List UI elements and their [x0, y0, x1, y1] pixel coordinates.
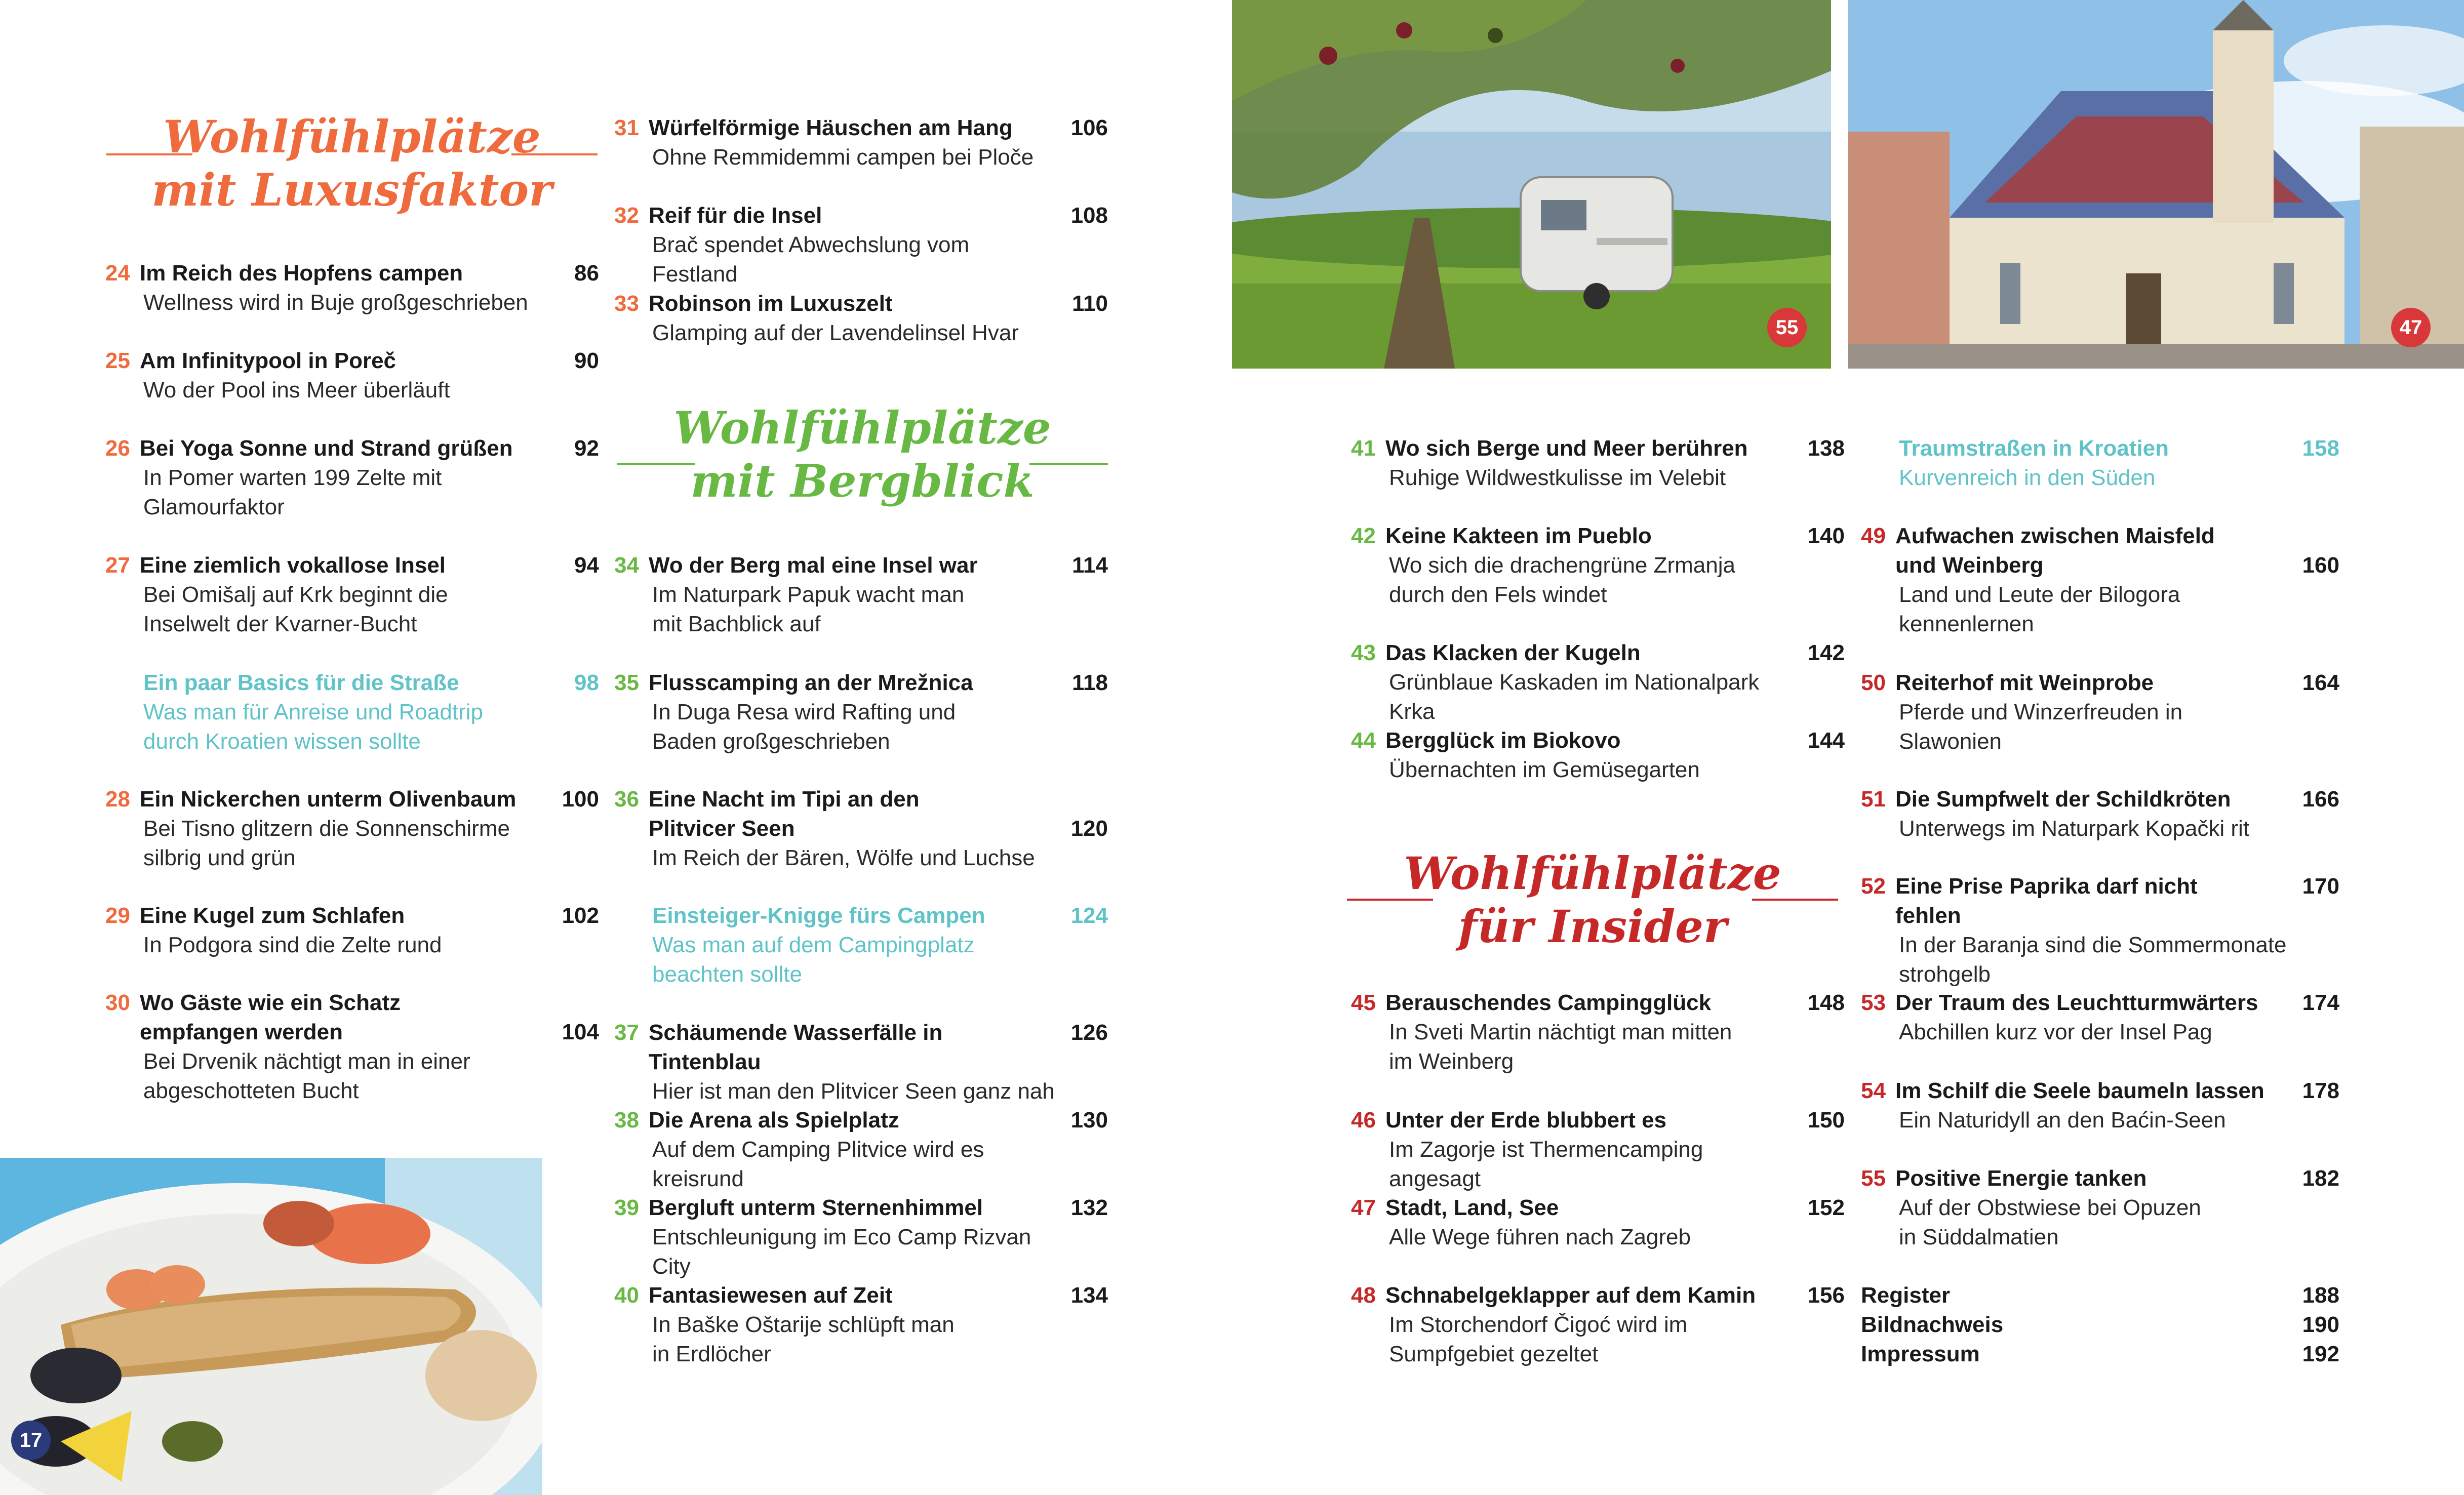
- entry-number: 37: [614, 1020, 639, 1045]
- entry-title: Reif für die Insel: [649, 203, 822, 228]
- entry-subtitle: Slawonien: [1899, 729, 2002, 754]
- entry-title: Aufwachen zwischen Maisfeld: [1895, 523, 2215, 548]
- entry-title: Bergluft unterm Sternenhimmel: [649, 1195, 983, 1220]
- photo-badge-seafood: 17: [11, 1421, 51, 1460]
- entry-title: Würfelförmige Häuschen am Hang: [649, 115, 1013, 140]
- entry-subtitle: Wo der Pool ins Meer überläuft: [143, 378, 450, 402]
- entry-page: 94: [574, 553, 599, 578]
- entry-title: Die Sumpfwelt der Schildkröten: [1895, 787, 2231, 812]
- toc-entry[interactable]: [105, 551, 599, 639]
- entry-number: 34: [614, 553, 639, 578]
- entry-page: 152: [1807, 1195, 1845, 1220]
- entry-page: 86: [574, 261, 599, 286]
- photo-caravan: [1232, 0, 1831, 369]
- entry-number: 48: [1351, 1283, 1376, 1308]
- toc-entry[interactable]: [105, 901, 599, 960]
- entry-subtitle: in Süddalmatien: [1899, 1225, 2059, 1249]
- entry-page: 182: [2302, 1166, 2339, 1191]
- entry-number: 41: [1351, 436, 1376, 461]
- entry-number: 38: [614, 1108, 639, 1133]
- photo-badge-caravan: 55: [1767, 308, 1807, 347]
- entry-page: 106: [1070, 115, 1108, 140]
- entry-page: 148: [1807, 990, 1845, 1015]
- entry-number: 55: [1861, 1166, 1886, 1191]
- photo-seafood: [0, 1158, 542, 1495]
- entry-subtitle: silbrig und grün: [143, 845, 296, 870]
- toc-entry[interactable]: [1861, 785, 2339, 843]
- entry-number: 39: [614, 1195, 639, 1220]
- entry-subtitle: durch den Fels windet: [1389, 582, 1607, 607]
- entry-title: empfangen werden: [140, 1020, 343, 1044]
- entry-number: 24: [105, 261, 130, 286]
- entry-number: 36: [614, 787, 639, 812]
- entry-subtitle: Übernachten im Gemüsegarten: [1389, 757, 1700, 782]
- toc-entry[interactable]: [614, 113, 1108, 172]
- entry-page: 158: [2302, 436, 2339, 461]
- entry-page: 90: [574, 348, 599, 373]
- toc-entry[interactable]: [105, 259, 599, 317]
- section-title-line1: Wohlfühlplätze: [673, 401, 1051, 454]
- entry-subtitle: abgeschotteten Bucht: [143, 1078, 359, 1103]
- section-title-line1: Wohlfühlplätze: [163, 110, 541, 163]
- entry-number: 43: [1351, 640, 1376, 665]
- toc-entry[interactable]: [614, 1281, 1108, 1369]
- toc-entry[interactable]: [1351, 1281, 1845, 1369]
- entry-subtitle: Auf dem Camping Plitvice wird es kreisrund: [652, 1137, 984, 1191]
- toc-entry[interactable]: [1861, 1164, 2339, 1252]
- entry-number: 25: [105, 348, 130, 373]
- entry-title: Unter der Erde blubbert es: [1385, 1108, 1667, 1133]
- entry-subtitle: Ein Naturidyll an den Baćin-Seen: [1899, 1108, 2226, 1133]
- entry-title: Flusscamping an der Mrežnica: [649, 670, 973, 695]
- entry-subtitle: In Sveti Martin nächtigt man mitten: [1389, 1020, 1732, 1044]
- entry-subtitle: Glamping auf der Lavendelinsel Hvar: [652, 320, 1019, 345]
- entry-page: 174: [2302, 990, 2339, 1015]
- entry-title: Ein paar Basics für die Straße: [143, 670, 459, 695]
- entry-page: 192: [2302, 1342, 2339, 1366]
- toc-entry[interactable]: [1861, 521, 2339, 639]
- toc-entry[interactable]: [105, 434, 599, 522]
- toc-entry[interactable]: [614, 1193, 1108, 1281]
- toc-appendix: [1861, 1310, 2339, 1340]
- entry-number: 46: [1351, 1108, 1376, 1133]
- entry-page: 166: [2302, 787, 2339, 812]
- entry-page: 190: [2302, 1312, 2339, 1337]
- entry-subtitle: Im Zagorje ist Thermencamping angesagt: [1389, 1137, 1703, 1191]
- section-header-bergblick: [617, 395, 1108, 511]
- entry-page: 134: [1070, 1283, 1108, 1308]
- entry-subtitle: Kurvenreich in den Süden: [1899, 465, 2156, 490]
- entry-page: 164: [2302, 670, 2339, 695]
- entry-subtitle: Was man für Anreise und Roadtrip: [143, 700, 483, 724]
- entry-title: Das Klacken der Kugeln: [1385, 640, 1641, 665]
- toc-entry[interactable]: [614, 1106, 1108, 1194]
- entry-title: Wo der Berg mal eine Insel war: [649, 553, 978, 578]
- entry-title: Ein Nickerchen unterm Olivenbaum: [140, 787, 516, 812]
- toc-entry[interactable]: [1351, 988, 1845, 1076]
- entry-number: 44: [1351, 728, 1376, 753]
- entry-page: 92: [574, 436, 599, 461]
- entry-number: 53: [1861, 990, 1886, 1015]
- toc-entry[interactable]: [105, 346, 599, 405]
- entry-page: 144: [1807, 728, 1845, 753]
- toc-entry[interactable]: [614, 1018, 1108, 1106]
- toc-entry[interactable]: [1861, 872, 2339, 989]
- entry-subtitle: Bei Drvenik nächtigt man in einer: [143, 1049, 470, 1074]
- entry-page: 102: [562, 903, 599, 928]
- entry-title: Schäumende Wasserfälle in Tintenblau: [649, 1020, 943, 1074]
- toc-entry[interactable]: [1351, 1106, 1845, 1194]
- toc-appendix: [1861, 1281, 2339, 1310]
- toc-entry[interactable]: [1351, 638, 1845, 726]
- entry-page: 108: [1070, 203, 1108, 228]
- entry-page: 114: [1072, 553, 1108, 578]
- entry-subtitle: Ruhige Wildwestkulisse im Velebit: [1389, 465, 1726, 490]
- toc-appendix: [1861, 1340, 2339, 1369]
- entry-title: Bergglück im Biokovo: [1385, 728, 1621, 753]
- entry-subtitle: Unterwegs im Naturpark Kopački rit: [1899, 816, 2250, 841]
- entry-number: 40: [614, 1283, 639, 1308]
- toc-entry[interactable]: [1861, 1076, 2339, 1135]
- entry-title: und Weinberg: [1895, 553, 2044, 578]
- entry-subtitle: Pferde und Winzerfreuden in: [1899, 700, 2183, 724]
- entry-page: 104: [562, 1020, 599, 1044]
- entry-subtitle: mit Bachblick auf: [652, 612, 821, 636]
- section-title-line2: für Insider: [1458, 900, 1727, 953]
- entry-subtitle: Entschleunigung im Eco Camp Rizvan City: [652, 1225, 1031, 1279]
- entry-title: Bei Yoga Sonne und Strand grüßen: [140, 436, 513, 461]
- entry-number: 47: [1351, 1195, 1376, 1220]
- entry-subtitle: Was man auf dem Campingplatz: [652, 933, 975, 957]
- toc-entry-feature[interactable]: [614, 901, 1108, 989]
- entry-page: 124: [1070, 903, 1108, 928]
- entry-page: 138: [1807, 436, 1845, 461]
- entry-subtitle: Hier ist man den Plitvicer Seen ganz nah: [652, 1079, 1055, 1104]
- toc-entry-feature[interactable]: [1861, 434, 2339, 493]
- entry-subtitle: beachten sollte: [652, 962, 802, 987]
- entry-subtitle: In Pomer warten 199 Zelte mit: [143, 465, 442, 490]
- toc-entry[interactable]: [105, 988, 599, 1106]
- entry-page: 178: [2302, 1078, 2339, 1103]
- section-title-line1: Wohlfühlplätze: [1404, 847, 1781, 900]
- entry-subtitle: im Weinberg: [1389, 1049, 1514, 1074]
- entry-subtitle: Bei Tisno glitzern die Sonnenschirme: [143, 816, 510, 841]
- entry-subtitle: Im Naturpark Papuk wacht man: [652, 582, 965, 607]
- entry-title: Schnabelgeklapper auf dem Kamin: [1385, 1283, 1756, 1308]
- section-header-insider: [1347, 840, 1838, 957]
- entry-subtitle: Wellness wird in Buje großgeschrieben: [143, 290, 528, 315]
- entry-subtitle: Glamourfaktor: [143, 495, 285, 519]
- entry-page: 142: [1807, 640, 1845, 665]
- toc-entry[interactable]: [614, 668, 1108, 756]
- entry-page: 132: [1070, 1195, 1108, 1220]
- toc-entry[interactable]: [614, 551, 1108, 639]
- entry-title: Im Schilf die Seele baumeln lassen: [1895, 1078, 2264, 1103]
- entry-page: 156: [1807, 1283, 1845, 1308]
- toc-entry[interactable]: [1861, 988, 2339, 1047]
- entry-title: Eine Nacht im Tipi an den: [649, 787, 920, 812]
- appendix-bildnachweis-link[interactable]: Bildnachweis: [1861, 1312, 2004, 1337]
- entry-subtitle: Im Storchendorf Čigoć wird im: [1389, 1312, 1688, 1337]
- entry-number: 30: [105, 990, 130, 1015]
- entry-title: Am Infinitypool in Poreč: [140, 348, 396, 373]
- entry-title: Die Arena als Spielplatz: [649, 1108, 899, 1133]
- entry-subtitle: In der Baranja sind die Sommermonate: [1899, 933, 2287, 957]
- entry-title: Der Traum des Leuchtturmwärters: [1895, 990, 2258, 1015]
- entry-subtitle: Sumpfgebiet gezeltet: [1389, 1342, 1599, 1366]
- entry-number: 32: [614, 203, 639, 228]
- entry-page: 110: [1072, 291, 1108, 316]
- entry-number: 27: [105, 553, 130, 578]
- entry-page: 140: [1807, 523, 1845, 548]
- toc-entry[interactable]: [1351, 521, 1845, 610]
- toc-entry[interactable]: [614, 201, 1108, 289]
- entry-page: 100: [562, 787, 599, 812]
- entry-number: 51: [1861, 787, 1886, 812]
- entry-title: Wo sich Berge und Meer berühren: [1385, 436, 1748, 461]
- entry-page: 126: [1070, 1020, 1108, 1045]
- entry-title: Im Reich des Hopfens campen: [140, 261, 463, 286]
- entry-subtitle: Baden großgeschrieben: [652, 729, 890, 754]
- entry-number: 50: [1861, 670, 1886, 695]
- entry-page: 130: [1070, 1108, 1108, 1133]
- entry-subtitle: Abchillen kurz vor der Insel Pag: [1899, 1020, 2212, 1044]
- entry-subtitle: Grünblaue Kaskaden im Nationalpark Krka: [1389, 670, 1760, 724]
- entry-number: 29: [105, 903, 130, 928]
- entry-number: 26: [105, 436, 130, 461]
- entry-subtitle: strohgelb: [1899, 962, 1991, 987]
- entry-title: Eine ziemlich vokallose Insel: [140, 553, 446, 578]
- entry-number: 54: [1861, 1078, 1886, 1103]
- entry-number: 33: [614, 291, 639, 316]
- entry-subtitle: durch Kroatien wissen sollte: [143, 729, 421, 754]
- entry-page: 170: [2302, 874, 2339, 899]
- entry-subtitle: Inselwelt der Kvarner-Bucht: [143, 612, 417, 636]
- toc-entry[interactable]: [105, 785, 599, 873]
- entry-title: Eine Prise Paprika darf nicht fehlen: [1895, 874, 2198, 928]
- section-title-line2: mit Luxusfaktor: [151, 164, 552, 216]
- entry-subtitle: in Erdlöcher: [652, 1342, 771, 1366]
- toc-entry[interactable]: [1861, 668, 2339, 756]
- entry-subtitle: In Podgora sind die Zelte rund: [143, 933, 442, 957]
- entry-page: 120: [1070, 816, 1108, 841]
- entry-subtitle: Im Reich der Bären, Wölfe und Luchse: [652, 845, 1035, 870]
- section-title-line2: mit Bergblick: [690, 455, 1035, 507]
- entry-number: 28: [105, 787, 130, 812]
- entry-page: 98: [574, 670, 599, 695]
- entry-subtitle: In Baške Oštarije schlüpft man: [652, 1312, 955, 1337]
- entry-title: Robinson im Luxuszelt: [649, 291, 893, 316]
- toc-entry-feature[interactable]: [105, 668, 599, 756]
- entry-subtitle: Auf der Obstwiese bei Opuzen: [1899, 1195, 2201, 1220]
- entry-title: Stadt, Land, See: [1385, 1195, 1559, 1220]
- entry-subtitle: Wo sich die drachengrüne Zrmanja: [1389, 553, 1735, 578]
- entry-page: 118: [1072, 670, 1108, 695]
- entry-subtitle: Bei Omišalj auf Krk beginnt die: [143, 582, 448, 607]
- toc-entry[interactable]: [614, 785, 1108, 873]
- section-header-luxusfaktor: [106, 104, 598, 220]
- entry-number: 42: [1351, 523, 1376, 548]
- entry-subtitle: Ohne Remmidemmi campen bei Ploče: [652, 145, 1034, 170]
- entry-number: 45: [1351, 990, 1376, 1015]
- toc-entry[interactable]: [1351, 726, 1845, 785]
- entry-page: 188: [2302, 1283, 2339, 1308]
- toc-entry[interactable]: [1351, 434, 1845, 493]
- entry-title: Reiterhof mit Weinprobe: [1895, 670, 2154, 695]
- entry-number: 52: [1861, 874, 1886, 899]
- photo-church: [1848, 0, 2464, 369]
- entry-number: 49: [1861, 523, 1886, 548]
- photo-badge-church: 47: [2391, 308, 2431, 347]
- entry-number: 35: [614, 670, 639, 695]
- entry-number: 31: [614, 115, 639, 140]
- entry-page: 150: [1807, 1108, 1845, 1133]
- entry-title: Positive Energie tanken: [1895, 1166, 2147, 1191]
- entry-title: Berauschendes Campingglück: [1385, 990, 1712, 1015]
- entry-subtitle: Alle Wege führen nach Zagreb: [1389, 1225, 1691, 1249]
- entry-title: Traumstraßen in Kroatien: [1899, 436, 2169, 461]
- entry-title: Plitvicer Seen: [649, 816, 795, 841]
- entry-title: Eine Kugel zum Schlafen: [140, 903, 405, 928]
- toc-entry[interactable]: [614, 289, 1108, 348]
- entry-subtitle: In Duga Resa wird Rafting und: [652, 700, 956, 724]
- entry-title: Keine Kakteen im Pueblo: [1385, 523, 1652, 548]
- toc-entry[interactable]: [1351, 1193, 1845, 1252]
- entry-subtitle: Land und Leute der Bilogora: [1899, 582, 2180, 607]
- appendix-impressum-link[interactable]: Impressum: [1861, 1342, 1980, 1366]
- entry-page: 160: [2302, 553, 2339, 578]
- entry-subtitle: kennenlernen: [1899, 612, 2034, 636]
- entry-subtitle: Brač spendet Abwechslung vom Festland: [652, 232, 970, 287]
- entry-title: Fantasiewesen auf Zeit: [649, 1283, 893, 1308]
- entry-title: Wo Gäste wie ein Schatz: [140, 990, 401, 1015]
- appendix-register-link[interactable]: Register: [1861, 1283, 1951, 1308]
- entry-title: Einsteiger-Knigge fürs Campen: [652, 903, 985, 928]
